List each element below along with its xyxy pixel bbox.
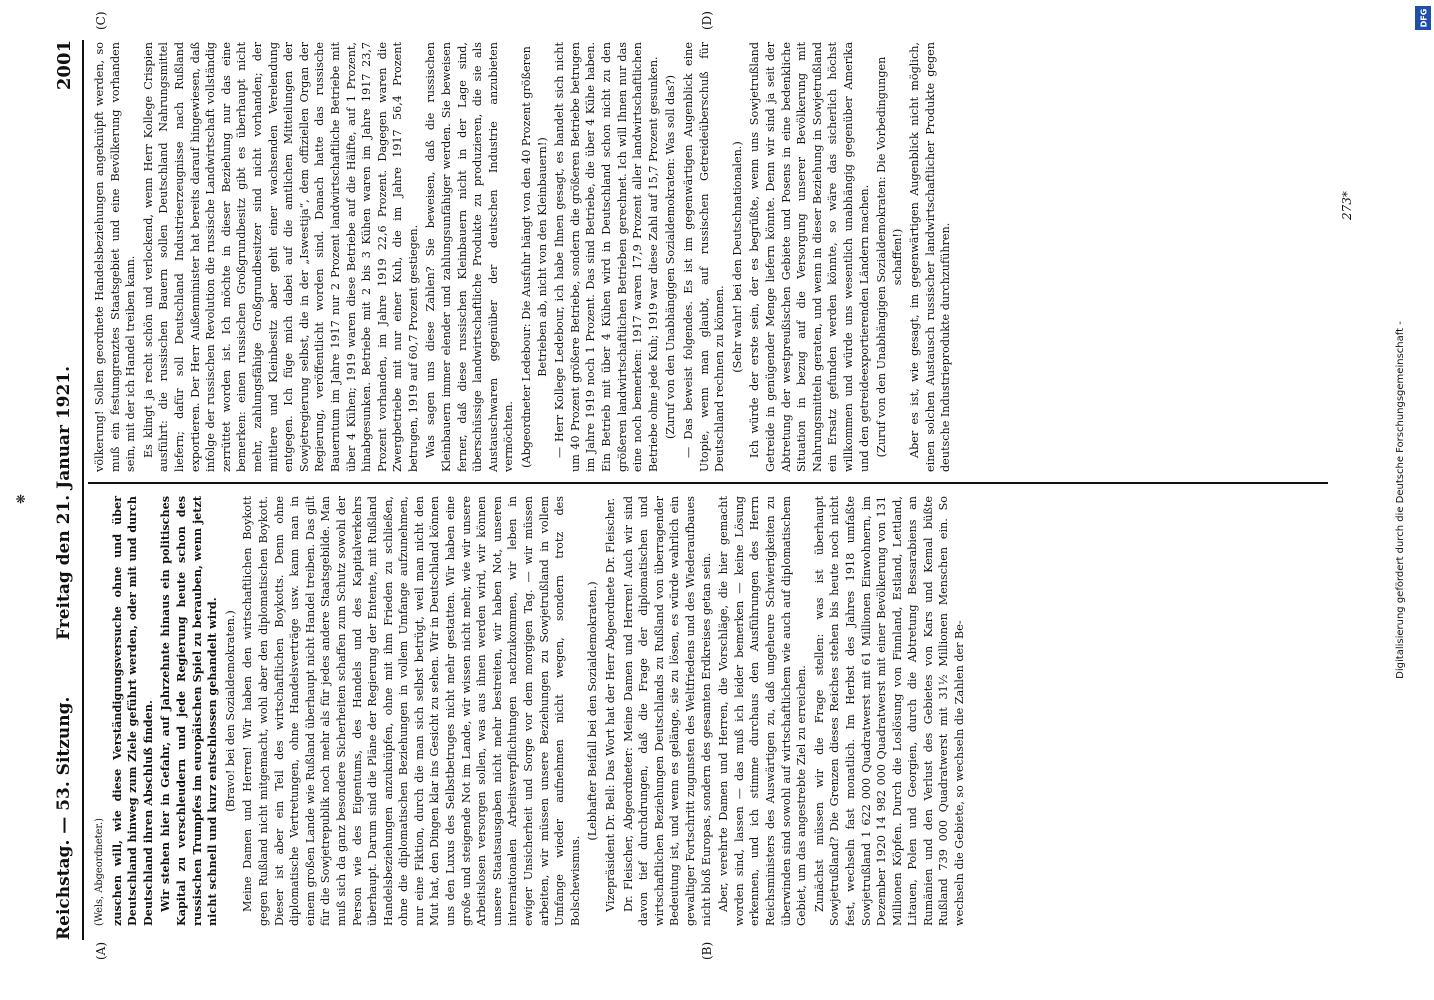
- paragraph: Dr. Fleischer, Abgeordneter: Meine Damen und Herren! Auch wir sind davon tief durchdrungen, daß die Frage der diplomatischen und wirtschaftlichen Beziehungen Deutschlands zu Rußland von überragender Bedeutung ist, und wenn es gelänge, sie zu lösen, es würde wahrlich ein gewaltiger Fortschritt zugunsten des Weltfriedens und des Wiederaufbaues nicht bloß Europas, sondern des gesamten Erdkreises getan sein.: [621, 496, 713, 926]
- paragraph: zuschen will, wie diese Verständigungsversuche ohne und über Deutschland hinweg zum Ziele geführt werden, oder mit und durch Deutschland ihren Abschluß finden.: [109, 496, 155, 926]
- interjection: (Abgeordneter Ledebour: Die Ausfuhr hängt von den 40 Prozent größeren Betrieben ab, nicht von den Kleinbauern!): [520, 46, 549, 468]
- interjection: (Zuruf von den Unabhängigen Sozialdemokraten: Die Vorbedingungen schaffen!): [875, 56, 904, 458]
- paragraph: Vizepräsident Dr. Bell: Das Wort hat der Herr Abgeordnete Dr. Fleischer.: [604, 497, 617, 912]
- header-date: Freitag den 21. Januar 1921.: [54, 365, 74, 640]
- paragraph: — Das beweist folgendes. Es ist im gegenwärtigen Augenblick eine Utopie, wenn man glaubt, auf russischen Getreideüberschuß für Deutschland rechnen zu können.: [681, 42, 727, 472]
- paragraph: völkerung! Sollen geordnete Handelsbeziehungen angeknüpft werden, so muß ein festumgrenztes Staatsgebiet und eine Bevölkerung vorhanden sein, mit der ich Handel treiben kann.: [93, 42, 138, 472]
- interjection: (Zuruf von den Unabhängigen Sozialdemokraten: Was soll das?): [664, 74, 678, 440]
- paragraph: Meine Damen und Herren! Wir haben den wirtschaftlichen Boykott gegen Rußland nicht mitgemacht, wohl aber den diplomatischen Boykott. Dieser ist aber ein Teil des wirtschaftlichen Boykotts. Denn ohne diplomatische Vertretungen, ohne Handelsverträge usw. kann man in einem großen Lande wie Rußland überhaupt nicht Handel treiben. Das gilt für die Sowjetrepublik noch mehr als für jedes andere Staatsgebilde. Man muß sich da ganz besondere Sicherheiten schaffen zum Schutz sowohl der Person wie des Eigentums, des Handels und des Kapitalverkehrs überhaupt. Darum sind die Pläne der Regierung der Entente, mit Rußland Handelsbeziehungen anzuknüpfen, ohne mit ihm Frieden zu schließen, ohne die diplomatischen Beziehungen in vollem Umfange aufzunehmen, nur eine Fiktion, durch die man sich selbst betrügt, weil man nicht den Mut hat, den Dingen klar ins Gesicht zu sehen. Wir in Deutschland können uns den Luxus des Selbstbetruges nicht mehr gestatten. Wir haben eine große und steigende Not im Lande, wir wissen nicht mehr, wie wir unsere Arbeitslosen versorgen sollen, was aus ihnen werden wird, wir können unsere Staatsausgaben nicht mehr bestreiten, wir haben Not, unseren internationalen Arbeitsverpflichtungen nachzukommen, wir leben in ewiger Unsicherheit und Sorge vor dem morgigen Tag. — wir müssen arbeiten, wir müssen unsere Beziehungen zu Sowjetrußland in vollem Umfange wieder aufnehmen nicht wegen, sondern trotz des Bolschewismus.: [241, 496, 582, 926]
- folio-number: 273*: [1340, 191, 1354, 220]
- paragraph: Ich würde der erste sein, der es begrüßte, wenn uns Sowjetrußland Getreide in genügender Menge liefern könnte. Denn wir sind ja seit der Abtretung der westpreußischen Gebiete und Posens in eine bedenkliche Situation in bezug auf die Versorgung unserer Bevölkerung mit Nahrungsmitteln geraten, und wenn in dieser Beziehung in Sowjetrußland ein Ersatz gefunden werden könnte, so wäre das sicherlich höchst willkommen und würde uns wesentlich unabhängig gegenüber Amerika und den getreideexportierenden Ländern machen.: [748, 42, 871, 472]
- paragraph: Es klingt ja recht schön und verlockend, wenn Herr Kollege Crispien ausführt: die russischen Bauern sollen Deutschland Nahrungsmittel liefern; dafür soll Deutschland Industrieerzeugnisse nach Rußland exportieren. Der Herr Außenminister hat bereits darauf hingewiesen, daß infolge der russischen Revolution die russische Landwirtschaft vollständig zerrüttet worden ist. Ich möchte in dieser Beziehung nur das eine bemerken: einen russischen Großgrundbesitz gibt es überhaupt nicht mehr, zahlungsfähige Großgrundbesitzer sind nicht vorhanden; der mittlere und Kleinbesitz aber geht einer wachsenden Verelendung entgegen. Ich füge mich dabei auf die amtlichen Mitteilungen der Sowjetregierung selbst, die in der „Iswestija“, dem offiziellen Organ der Regierung, veröffentlicht worden sind. Danach hatte das russische Bauerntum im Jahre 1917 nur 2 Prozent landwirtschaftliche Betriebe mit über 4 Kühen; 1919 waren diese Betriebe auf die Hälfte, auf 1 Prozent, hinabgesunken. Betriebe mit 2 bis 3 Kühen waren im Jahre 1917 23,7 Prozent vorhanden, im Jahre 1919 22,6 Prozent. Dagegen waren die Zwergbetriebe mit nur einer Kuh, die im Jahre 1917 56,4 Prozent betrugen, 1919 auf 60,7 Prozent gestiegen.: [141, 42, 420, 472]
- digitization-credit: Digitalisierung gefördert durch die Deutsche Forschungsgemeinschaft -: [1395, 321, 1406, 679]
- interjection: (Sehr wahr! bei den Deutschnationalen.): [730, 141, 744, 373]
- margin-marker-c: (C): [94, 11, 108, 30]
- column-rule: [88, 482, 1328, 484]
- interjection: (Bravo! bei den Sozialdemokraten.): [223, 610, 237, 812]
- margin-marker-a: (A): [94, 941, 108, 960]
- speaker-continuation: (Wels, Abgeordneter.): [94, 818, 105, 926]
- dfg-logo: [1415, 6, 1431, 30]
- paragraph: Zunächst müssen wir die Frage stellen: was ist überhaupt Sowjetrußland? Die Grenzen dieses Reiches stehen bis heute noch nicht fest, wechseln fast monatlich. Im Herbst des Jahres 1918 umfaßte Sowjetrußland 1 622 000 Quadratwerst mit 61 Millionen Einwohnern, im Dezember 1920 14 982 000 Quadratwerst mit einer Bevölkerung von 131 Millionen Köpfen. Durch die Loslösung von Finnland, Estland, Lettland, Litauen, Polen und Georgien, durch die Abtretung Bessarabiens an Rumänien und den Verlust des Gebietes von Kars und Kemal büßte Rußland 739 000 Quadratwerst mit 31½ Millionen Menschen ein. So wechseln die Gebiete, so wechseln die Zahlen der Be-: [812, 496, 967, 926]
- paragraph: — Herr Kollege Ledebour, ich habe Ihnen gesagt, es handelt sich nicht um 40 Prozent größere Betriebe, sondern die größeren Betriebe betrugen im Jahre 1919 noch 1 Prozent. Das sind Betriebe, die über 4 Kühe haben. Ein Betrieb mit über 4 Kühen wird in Deutschland schon nicht zu den größeren landwirtschaftlichen Betrieben gerechnet. Ich will Ihnen nur das eine noch bemerken: 1917 waren 17,9 Prozent aller landwirtschaftlichen Betriebe ohne jede Kuh; 1919 war diese Zahl auf 15,7 Prozent gesunken.: [553, 42, 660, 472]
- right-column: [92, 42, 956, 472]
- paragraph: Aber, verehrte Damen und Herren, die Vorschläge, die hier gemacht worden sind, lassen — das muß ich leider bemerken — keine Lösung erkennen, und ich stimme durchaus den Ausführungen des Herrn Reichsministers des Auswärtigen zu, daß ungeheure Schwierigkeiten zu überwinden sind sowohl auf wirtschaftlichem wie auch auf diplomatischem Gebiet, um das angestrebte Ziel zu erreichen.: [717, 496, 809, 926]
- header-session: Reichstag. — 53. Sitzung.: [54, 696, 74, 940]
- dfg-logo-text: DFG: [1419, 8, 1429, 28]
- binding-hole-mark: ❋: [14, 493, 28, 504]
- header-page-number: 2001: [54, 40, 75, 91]
- margin-marker-b: (B): [700, 941, 714, 960]
- running-head: [48, 40, 80, 940]
- paragraph: Wir stehen hier in Gefahr, auf Jahrzehnte hinaus ein politisches Kapital zu verschleudern und jede Regierung heute schon des russischen Trumpfes im europäischen Spiel zu berauben, wenn jetzt nicht schnell und kurz entschlossen gehandelt wird.: [158, 496, 220, 926]
- left-column: [92, 496, 970, 926]
- interjection: (Lebhafter Beifall bei den Sozialdemokraten.): [586, 581, 600, 841]
- paragraph: Aber es ist, wie gesagt, im gegenwärtigen Augenblick nicht möglich, einen solchen Austausch russischer landwirtschaftlicher Produkte gegen deutsche Industrieprodukte durchzuführen.: [908, 42, 953, 472]
- paragraph: Was sagen uns diese Zahlen? Sie beweisen, daß die russischen Kleinbauern immer elender und zahlungsunfähiger werden. Sie beweisen ferner, daß diese russischen Kleinbauern nicht in der Lage sind, überschüssige landwirtschaftliche Produkte zu produzieren, die sie als Austauschwaren gegenüber der deutschen Industrie anzubieten vermöchten.: [424, 42, 516, 472]
- header-rule: [82, 40, 84, 940]
- margin-marker-d: (D): [700, 11, 714, 30]
